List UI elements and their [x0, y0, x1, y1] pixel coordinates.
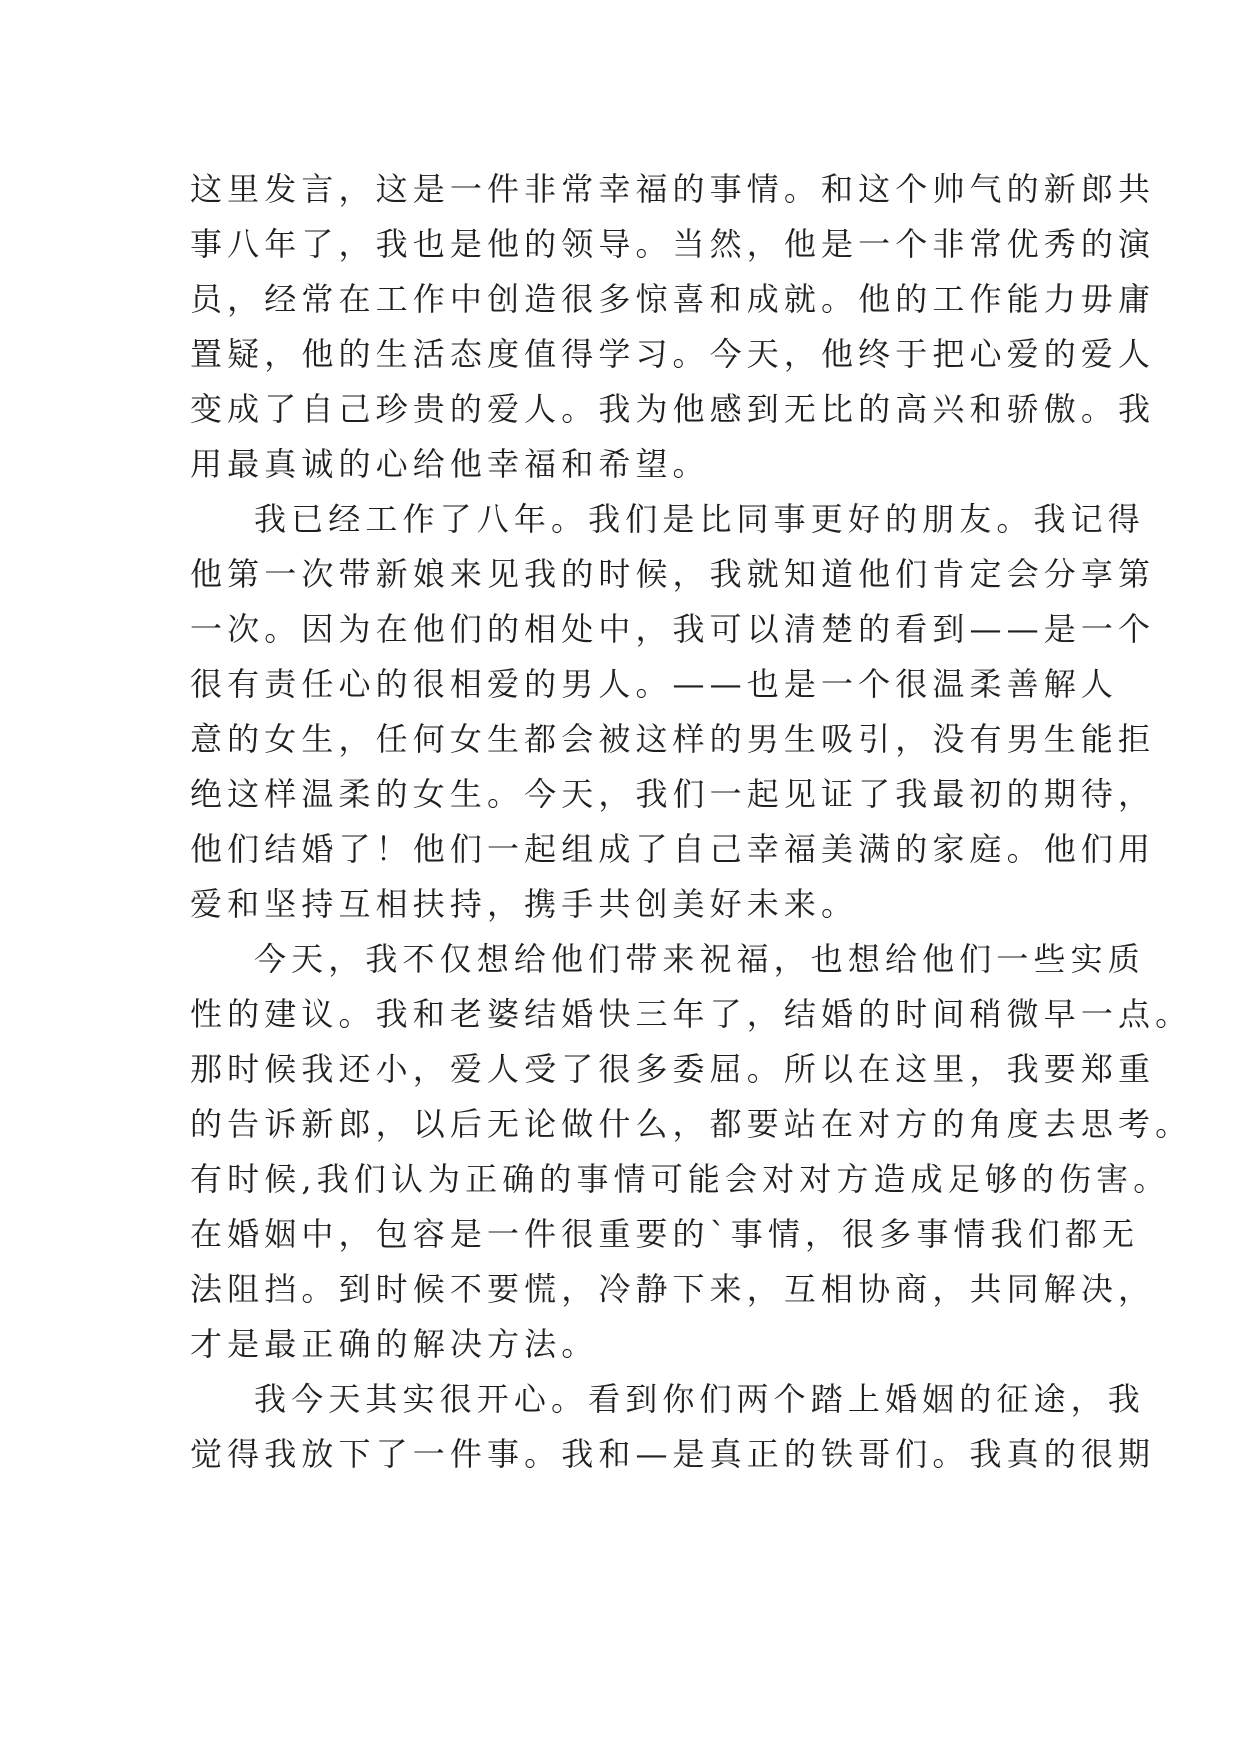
text-line: 法阻挡。到时候不要慌，冷静下来，互相协商，共同解决，: [190, 1270, 1156, 1308]
text-line: 绝这样温柔的女生。今天，我们一起见证了我最初的期待，: [190, 775, 1156, 813]
text-line: 性的建议。我和老婆结婚快三年了，结婚的时间稍微早一点。: [190, 995, 1193, 1033]
text-line: 有时候,我们认为正确的事情可能会对对方造成足够的伤害。: [190, 1160, 1171, 1198]
text-line: 意的女生，任何女生都会被这样的男生吸引，没有男生能拒: [190, 720, 1156, 758]
text-line: 置疑，他的生活态度值得学习。今天，他终于把心爱的爱人: [190, 335, 1156, 373]
text-line: 的告诉新郎，以后无论做什么，都要站在对方的角度去思考。: [190, 1105, 1193, 1143]
text-line: 用最真诚的心给他幸福和希望。: [190, 445, 710, 483]
text-line: 事八年了，我也是他的领导。当然，他是一个非常优秀的演: [190, 225, 1156, 263]
text-line: 在婚姻中，包容是一件很重要的`事情，很多事情我们都无: [190, 1215, 1140, 1253]
text-line: 员，经常在工作中创造很多惊喜和成就。他的工作能力毋庸: [190, 280, 1156, 318]
text-line: 变成了自己珍贵的爱人。我为他感到无比的高兴和骄傲。我: [190, 390, 1156, 428]
text-line: 爱和坚持互相扶持，携手共创美好未来。: [190, 885, 859, 923]
text-line: 一次。因为在他们的相处中，我可以清楚的看到——是一个: [190, 610, 1156, 648]
text-line: 我已经工作了八年。我们是比同事更好的朋友。我记得: [254, 500, 1145, 538]
text-line: 他第一次带新娘来见我的时候，我就知道他们肯定会分享第: [190, 555, 1156, 593]
text-line: 那时候我还小，爱人受了很多委屈。所以在这里，我要郑重: [190, 1050, 1156, 1088]
text-line: 这里发言，这是一件非常幸福的事情。和这个帅气的新郎共: [190, 170, 1156, 208]
text-line: 很有责任心的很相爱的男人。——也是一个很温柔善解人: [190, 665, 1119, 703]
text-line: 觉得我放下了一件事。我和—是真正的铁哥们。我真的很期: [190, 1435, 1156, 1473]
text-line: 才是最正确的解决方法。: [190, 1325, 599, 1363]
text-line: 今天，我不仅想给他们带来祝福，也想给他们一些实质: [254, 940, 1145, 978]
text-line: 他们结婚了！他们一起组成了自己幸福美满的家庭。他们用: [190, 830, 1156, 868]
text-line: 我今天其实很开心。看到你们两个踏上婚姻的征途，我: [254, 1380, 1145, 1418]
document-body: [190, 162, 1193, 1482]
